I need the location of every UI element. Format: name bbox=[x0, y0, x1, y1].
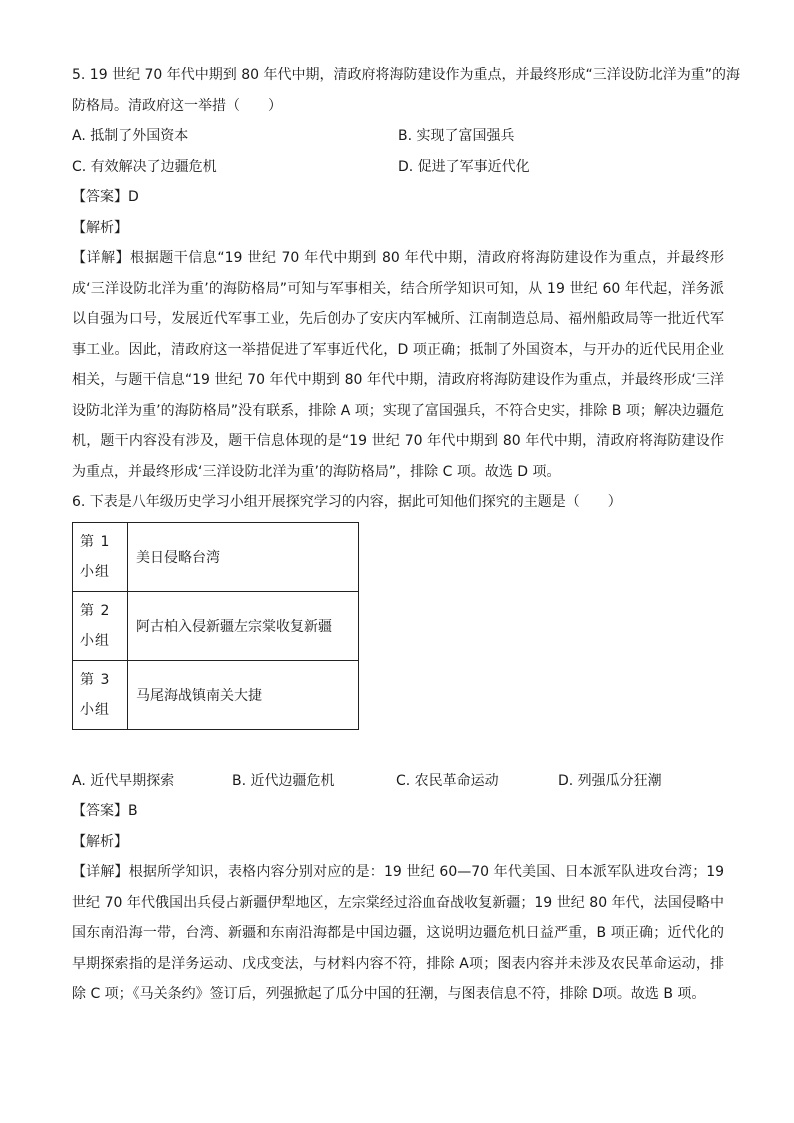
table-cell-group: 第 2 小组 bbox=[73, 591, 128, 660]
q6-option-d: D. 列强瓜分狂潮 bbox=[558, 772, 662, 789]
q6-detail-label: 【详解】 bbox=[72, 864, 129, 880]
table-cell-group: 第 3 小组 bbox=[73, 660, 128, 729]
table-cell-content: 美日侵略台湾 bbox=[128, 522, 359, 591]
q6-option-b: B. 近代边疆危机 bbox=[232, 772, 335, 789]
q5-option-d: D. 促进了军事近代化 bbox=[398, 158, 530, 175]
q6-table bbox=[72, 522, 359, 730]
document-page bbox=[72, 60, 741, 1010]
table-cell-group: 第 1 小组 bbox=[73, 522, 128, 591]
q5-detail-text: 根据题干信息“19 世纪 70 年代中期到 80 年代中期，清政府将海防建设作为重点，并最终形成‘三洋设防北洋为重’的海防格局”可知与军事相关，结合所学知识可知，从 19 世纪 60 年代起，洋务派以自强为口号，发展近代军事工业，先后创办了安庆内军械所、江南制造总局、福州船政局等一批近代军事工业。因此，清政府这一举措促进了军事近代化，D 项正确；抵制了外国资本，与开办的近代民用企业相关，与题干信息“19 世纪 70 年代中期到 80 年代中期，清政府将海防建设作为重点，并最终形成‘三洋设防北洋为重’的海防格局”没有联系，排除 A 项；实现了富国强兵，不符合史实，排除 B 项；解决边疆危机，题干内容没有涉及，题干信息体现的是“19 世纪 70 年代中期到 80 年代中期，清政府将海防建设作为重点，并最终形成‘三洋设防北洋为重’的海防格局”，排除 C 项。故选 D 项。 bbox=[72, 250, 725, 480]
table-cell-content: 阿古柏入侵新疆左宗棠收复新疆 bbox=[128, 591, 359, 660]
q5-stem-line1: 5. 19 世纪 70 年代中期到 80 年代中期，清政府将海防建设作为重点，并最终形成“三洋设防北洋为重”的海 bbox=[72, 67, 741, 83]
question-6 bbox=[72, 487, 724, 1010]
q6-option-a: A. 近代早期探索 bbox=[72, 772, 175, 789]
q6-analysis-label: 【解析】 bbox=[72, 833, 128, 850]
table-row bbox=[73, 522, 359, 591]
q5-options-row2 bbox=[72, 152, 724, 183]
q5-answer: 【答案】D bbox=[72, 189, 139, 205]
table-row bbox=[73, 660, 359, 729]
q5-stem-line2: 防格局。清政府这一举措（ ） bbox=[72, 97, 282, 114]
q5-detail-label: 【详解】 bbox=[72, 250, 131, 266]
q5-option-a: A. 抵制了外国资本 bbox=[72, 128, 189, 144]
q6-stem: 6. 下表是八年级历史学习小组开展探究学习的内容，据此可知他们探究的主题是（ ） bbox=[72, 494, 622, 510]
q5-option-c: C. 有效解决了边疆危机 bbox=[72, 158, 217, 175]
q5-detail bbox=[72, 243, 724, 487]
q5-option-b: B. 实现了富国强兵 bbox=[398, 128, 515, 144]
table-row bbox=[73, 591, 359, 660]
q6-options bbox=[72, 766, 724, 797]
table-cell-content: 马尾海战镇南关大捷 bbox=[128, 660, 359, 729]
q6-detail-text: 根据所学知识，表格内容分别对应的是：19 世纪 60—70 年代美国、日本派军队进攻台湾；19 世纪 70 年代俄国出兵侵占新疆伊犁地区，左宗棠经过浴血奋战收复新疆；19 世纪 80 年代，法国侵略中国东南沿海一带，台湾、新疆和东南沿海都是中国边疆，这说明边疆危机日益严重，B 项正确；近代化的早期探索指的是洋务运动、戊戌变法，与材料内容不符，排除 A项；图表内容并未涉及农民革命运动，排除 C 项；《马关条约》签订后，列强掀起了瓜分中国的狂潮，与图表信息不符，排除 D项。故选 B 项。 bbox=[72, 864, 725, 1002]
q6-answer: 【答案】B bbox=[72, 803, 138, 819]
question-5 bbox=[72, 60, 741, 487]
q5-analysis-label: 【解析】 bbox=[72, 219, 128, 236]
q6-detail bbox=[72, 857, 724, 1010]
q6-option-c: C. 农民革命运动 bbox=[396, 772, 499, 789]
q5-options-row1 bbox=[72, 121, 724, 152]
